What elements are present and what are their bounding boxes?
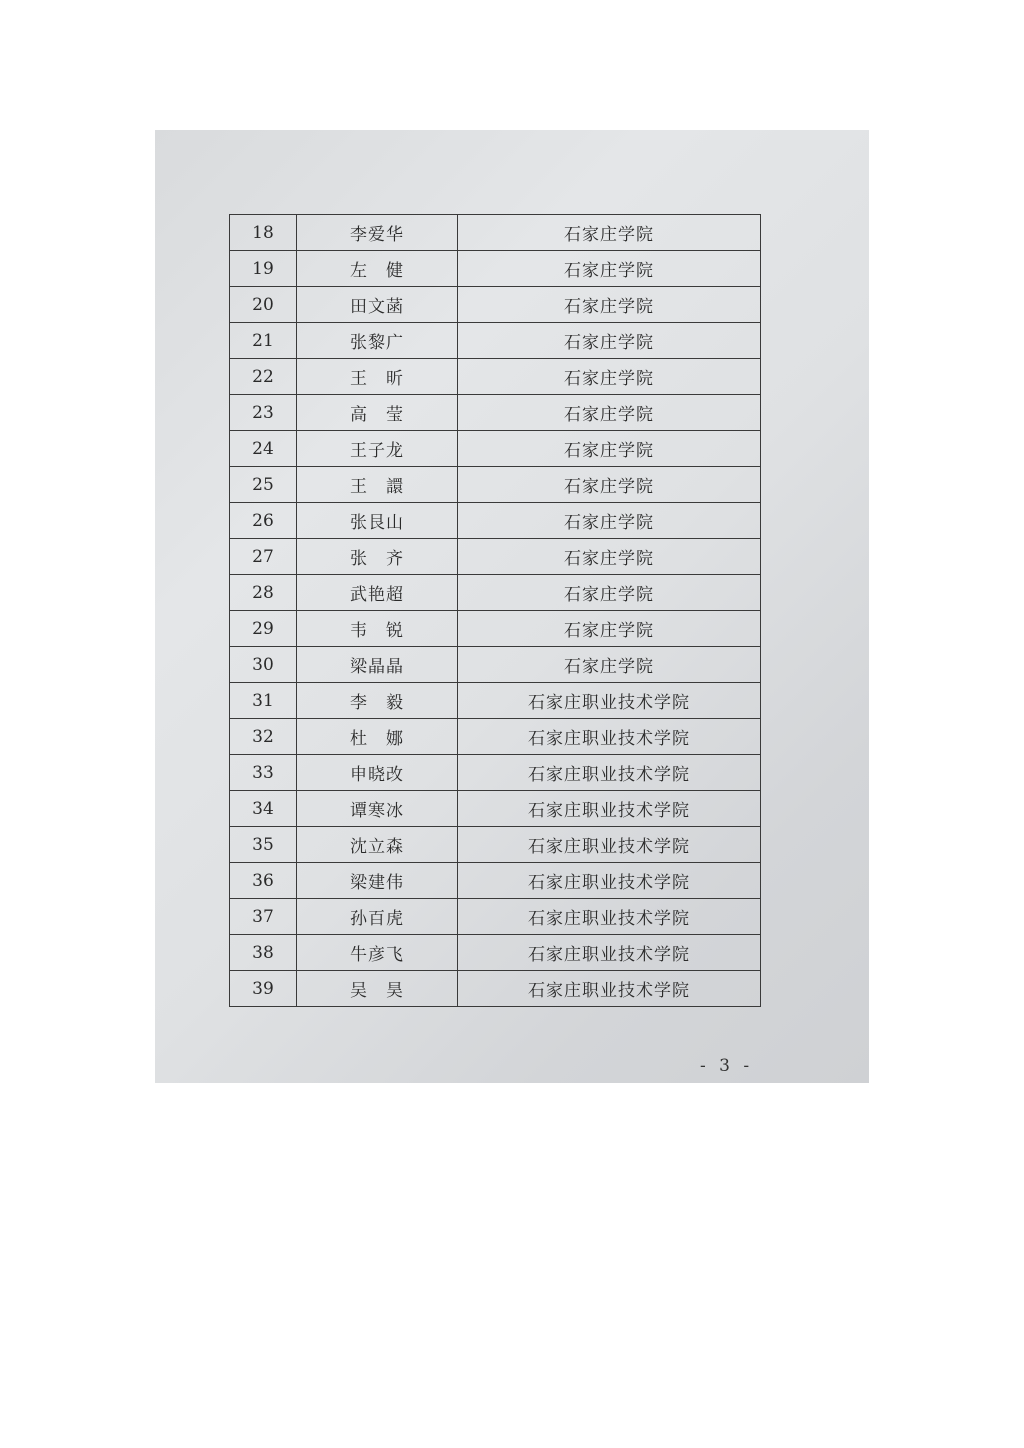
institution-name: 石家庄学院 xyxy=(458,467,761,503)
person-name: 武艳超 xyxy=(297,575,458,611)
person-name: 吴 昊 xyxy=(297,971,458,1007)
table-row xyxy=(230,539,761,575)
table-row xyxy=(230,215,761,251)
person-name: 李 毅 xyxy=(297,683,458,719)
institution-name: 石家庄学院 xyxy=(458,575,761,611)
row-number: 37 xyxy=(230,899,297,935)
institution-name: 石家庄学院 xyxy=(458,359,761,395)
table-row xyxy=(230,755,761,791)
person-name: 李爱华 xyxy=(297,215,458,251)
table-row xyxy=(230,323,761,359)
row-number: 20 xyxy=(230,287,297,323)
person-name: 孙百虎 xyxy=(297,899,458,935)
table-row xyxy=(230,611,761,647)
table-row xyxy=(230,971,761,1007)
person-name: 梁晶晶 xyxy=(297,647,458,683)
table-row xyxy=(230,683,761,719)
row-number: 24 xyxy=(230,431,297,467)
roster-table-body xyxy=(230,215,761,1007)
row-number: 21 xyxy=(230,323,297,359)
row-number: 39 xyxy=(230,971,297,1007)
institution-name: 石家庄职业技术学院 xyxy=(458,791,761,827)
row-number: 30 xyxy=(230,647,297,683)
table-row xyxy=(230,719,761,755)
row-number: 29 xyxy=(230,611,297,647)
row-number: 34 xyxy=(230,791,297,827)
row-number: 31 xyxy=(230,683,297,719)
row-number: 23 xyxy=(230,395,297,431)
table-row xyxy=(230,827,761,863)
roster-table xyxy=(229,214,761,1007)
institution-name: 石家庄职业技术学院 xyxy=(458,755,761,791)
institution-name: 石家庄职业技术学院 xyxy=(458,971,761,1007)
institution-name: 石家庄学院 xyxy=(458,287,761,323)
person-name: 张艮山 xyxy=(297,503,458,539)
row-number: 33 xyxy=(230,755,297,791)
table-row xyxy=(230,287,761,323)
table-row xyxy=(230,251,761,287)
person-name: 谭寒冰 xyxy=(297,791,458,827)
row-number: 28 xyxy=(230,575,297,611)
row-number: 22 xyxy=(230,359,297,395)
table-row xyxy=(230,647,761,683)
table-row xyxy=(230,503,761,539)
row-number: 19 xyxy=(230,251,297,287)
institution-name: 石家庄学院 xyxy=(458,647,761,683)
institution-name: 石家庄职业技术学院 xyxy=(458,683,761,719)
institution-name: 石家庄职业技术学院 xyxy=(458,719,761,755)
institution-name: 石家庄职业技术学院 xyxy=(458,863,761,899)
institution-name: 石家庄学院 xyxy=(458,215,761,251)
person-name: 牛彦飞 xyxy=(297,935,458,971)
table-row xyxy=(230,395,761,431)
person-name: 梁建伟 xyxy=(297,863,458,899)
table-row xyxy=(230,431,761,467)
person-name: 张 齐 xyxy=(297,539,458,575)
institution-name: 石家庄学院 xyxy=(458,323,761,359)
person-name: 王 昕 xyxy=(297,359,458,395)
row-number: 36 xyxy=(230,863,297,899)
institution-name: 石家庄学院 xyxy=(458,251,761,287)
person-name: 韦 锐 xyxy=(297,611,458,647)
person-name: 田文菡 xyxy=(297,287,458,323)
table-row xyxy=(230,863,761,899)
table-row xyxy=(230,467,761,503)
page-number: - 3 - xyxy=(700,1056,754,1076)
row-number: 32 xyxy=(230,719,297,755)
person-name: 王 譞 xyxy=(297,467,458,503)
row-number: 38 xyxy=(230,935,297,971)
institution-name: 石家庄学院 xyxy=(458,539,761,575)
person-name: 杜 娜 xyxy=(297,719,458,755)
institution-name: 石家庄学院 xyxy=(458,503,761,539)
table-row xyxy=(230,359,761,395)
institution-name: 石家庄职业技术学院 xyxy=(458,899,761,935)
institution-name: 石家庄职业技术学院 xyxy=(458,827,761,863)
institution-name: 石家庄学院 xyxy=(458,395,761,431)
person-name: 王子龙 xyxy=(297,431,458,467)
person-name: 申晓改 xyxy=(297,755,458,791)
person-name: 沈立森 xyxy=(297,827,458,863)
institution-name: 石家庄职业技术学院 xyxy=(458,935,761,971)
document-page xyxy=(155,130,869,1083)
table-row xyxy=(230,575,761,611)
person-name: 高 莹 xyxy=(297,395,458,431)
institution-name: 石家庄学院 xyxy=(458,431,761,467)
row-number: 25 xyxy=(230,467,297,503)
person-name: 左 健 xyxy=(297,251,458,287)
institution-name: 石家庄学院 xyxy=(458,611,761,647)
table-row xyxy=(230,791,761,827)
table-row xyxy=(230,935,761,971)
row-number: 27 xyxy=(230,539,297,575)
table-row xyxy=(230,899,761,935)
row-number: 18 xyxy=(230,215,297,251)
row-number: 35 xyxy=(230,827,297,863)
person-name: 张黎广 xyxy=(297,323,458,359)
row-number: 26 xyxy=(230,503,297,539)
